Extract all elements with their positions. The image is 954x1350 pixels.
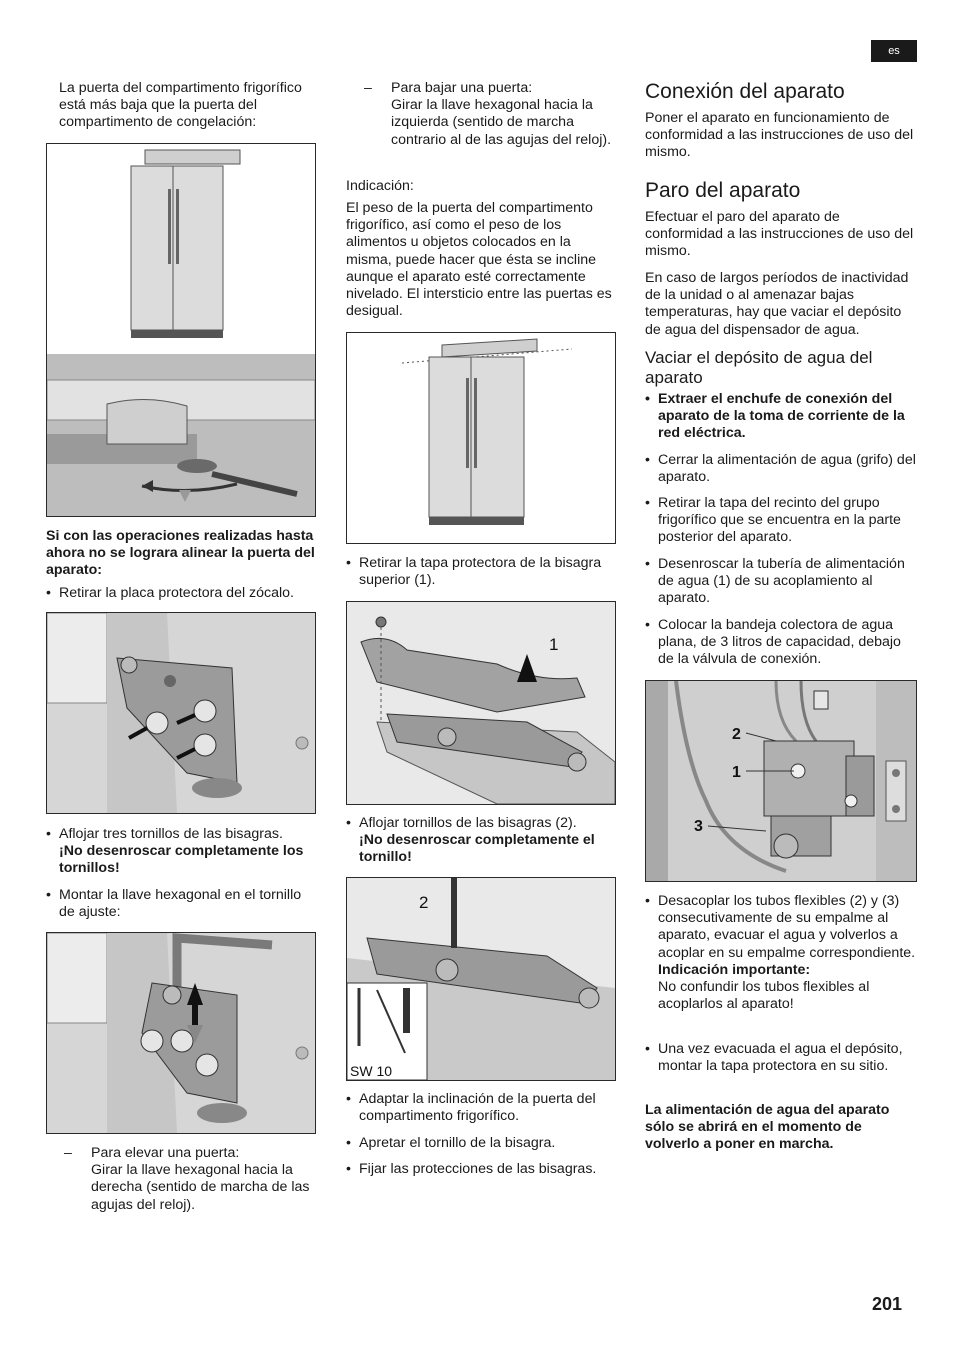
bullet-loosen-screws-warning: ¡No desenroscar completamente los tornillos! [59, 843, 304, 877]
bullet-loosen-hinge-screws-text: Aflojar tornillos de las bisagras (2). [359, 815, 577, 831]
water-valve-figure [645, 680, 917, 882]
bullet-unplug: • Extraer el enchufe de conexión del aparato de la toma de corriente de la red eléctrica. [645, 391, 917, 443]
note-title: Indicación: [346, 178, 414, 194]
stop-text-2: En caso de largos períodos de inactividad de la unidad o al amenazar bajas temperaturas, hay que vaciar el depósito de agua del dispensador de agua. [645, 270, 909, 338]
important-text: No confundir los tubos flexibles al acoplarlos al aparato! [658, 979, 870, 1013]
heading-stop: Paro del aparato [645, 179, 801, 202]
bullet-disconnect-hoses [645, 893, 917, 1013]
bullet-unscrew-water-pipe: • Desenroscar la tubería de alimentación de agua (1) de su acoplamiento al aparato. [645, 556, 917, 608]
language-tab: es [871, 40, 917, 62]
bullet-tighten-screw: • Apretar el tornillo de la bisagra. [346, 1135, 618, 1152]
hinge-screwdriver-figure [346, 877, 616, 1081]
lower-door-item: – Para bajar una puerta: Girar la llave hexagonal hacia la izquierda (sentido de marcha contrario al de las agujas del reloj). [364, 80, 612, 148]
page-number: 201 [872, 1294, 903, 1314]
stop-text-1: Efectuar el paro del aparato de conformidad a las instrucciones de uso del mismo. [645, 209, 914, 260]
bullet-refit-cover: • Una vez evacuada el agua el depósito, montar la tapa protectora en su sitio. [645, 1041, 917, 1075]
bullet-close-water: • Cerrar la alimentación de agua (grifo) del aparato. [645, 452, 917, 486]
refrigerator-leveling-figure [46, 143, 316, 517]
lower-door-text: Girar la llave hexagonal hacia la izquierda (sentido de marcha contrario al de las agujas del reloj). [391, 97, 612, 148]
top-hinge-cover-figure [346, 601, 616, 805]
bullet-mount-hexkey: • Montar la llave hexagonal en el tornillo de ajuste: [46, 887, 316, 921]
bullet-adjust-inclination: • Adaptar la inclinación de la puerta del compartimento frigorífico. [346, 1091, 618, 1125]
connect-text: Poner el aparato en funcionamiento de conformidad a las instrucciones de uso del mismo. [645, 110, 914, 161]
bullet-place-tray: • Colocar la bandeja colectora de agua plana, de 3 litros de capacidad, debajo de la válvula de conexión. [645, 617, 917, 669]
bullet-loosen-hinge-screws-warning: ¡No desenroscar completamente el tornillo! [359, 832, 595, 866]
bullet-loosen-screws [46, 826, 316, 878]
note-text: El peso de la puerta del compartimento frigorífico, así como el peso de los alimentos u objetos colocados en la misma, puede hacer que ésta se incline aunque el aparato esté correctamente nivelado. El intersticio entre las puertas es desigual. [346, 200, 612, 320]
door-gap-figure [346, 332, 616, 544]
valve-label-2: 2 [732, 726, 741, 743]
bullet-remove-back-cover: • Retirar la tapa del recinto del grupo frigorífico que se encuentra en la parte posterior del aparato. [645, 495, 917, 547]
valve-label-1: 1 [732, 764, 741, 781]
valve-label-3: 3 [694, 818, 703, 835]
tool-label: SW 10 [350, 1063, 393, 1079]
fig-label-2: 2 [419, 893, 429, 912]
fig-label-1: 1 [549, 635, 559, 654]
raise-door-item: – Para elevar una puerta: Girar la llave hexagonal hacia la derecha (sentido de marcha de las agujas del reloj). [64, 1145, 310, 1213]
bullet-remove-plinth: • Retirar la placa protectora del zócalo. [46, 585, 316, 602]
bullet-remove-hinge-cover: • Retirar la tapa protectora de la bisagra superior (1). [346, 555, 618, 589]
bullet-loosen-screws-text: Aflojar tres tornillos de las bisagras. [59, 826, 283, 842]
heading-connect: Conexión del aparato [645, 80, 845, 103]
raise-door-label: Para elevar una puerta: [91, 1145, 240, 1161]
warning-text: Si con las operaciones realizadas hasta ahora no se lograra alinear la puerta del aparato: [46, 528, 315, 579]
hexkey-adjustment-figure [46, 932, 316, 1134]
raise-door-text: Girar la llave hexagonal hacia la derecha (sentido de marcha de las agujas del reloj). [91, 1162, 310, 1213]
lower-door-label: Para bajar una puerta: [391, 80, 533, 96]
bullet-fix-covers: • Fijar las protecciones de las bisagras. [346, 1161, 618, 1178]
bullet-disconnect-hoses-text: Desacoplar los tubos flexibles (2) y (3) consecutivamente de su empalme al aparato, evacuar el agua y volverlos a acoplar en su empalme correspondiente. [658, 893, 916, 961]
hinge-screws-figure [46, 612, 316, 814]
bullet-loosen-hinge-screws [346, 815, 618, 867]
heading-drain: Vaciar el depósito de agua del aparato [645, 348, 873, 387]
intro-text: La puerta del compartimento frigorífico está más baja que la puerta del compartimento de congelación: [59, 80, 302, 131]
final-note: La alimentación de agua del aparato sólo se abrirá en el momento de volverlo a poner en marcha. [645, 1102, 890, 1153]
important-title: Indicación importante: [658, 961, 811, 978]
